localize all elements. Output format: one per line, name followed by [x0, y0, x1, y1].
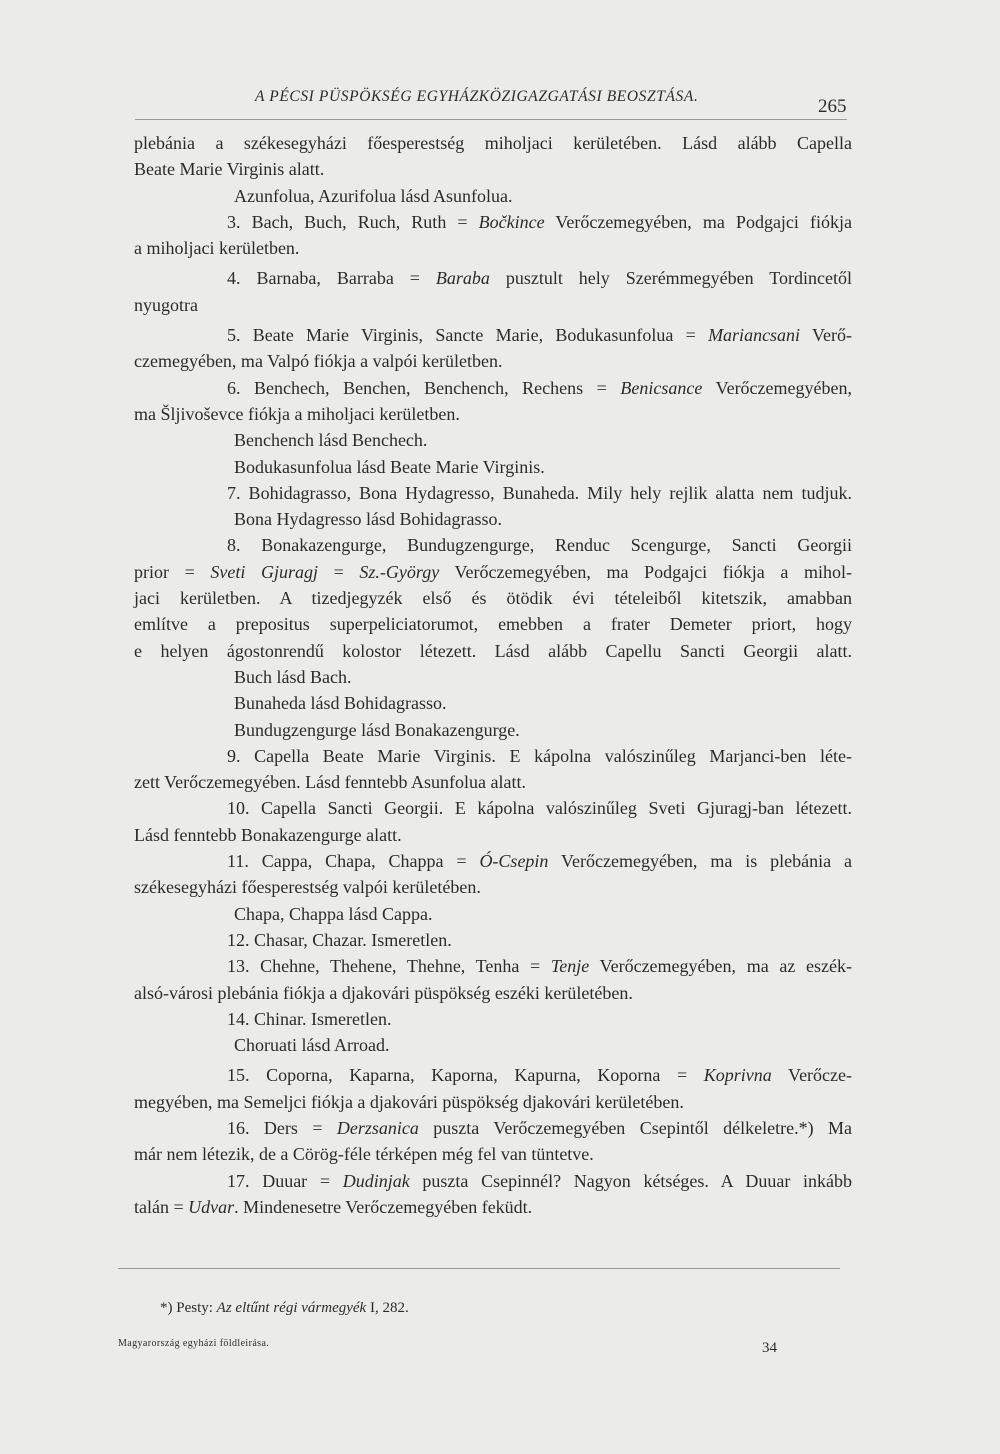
text-line: Lásd fenntebb Bonakazengurge alatt. [134, 824, 402, 845]
text-line: Bundugzengurge lásd Bonakazengurge. [234, 719, 520, 740]
text-line: 17. Duuar = Dudinjak puszta Csepinnél? Nagyon kétséges. A Duuar inkább [227, 1170, 852, 1191]
italic-place-name: Az eltűnt régi vármegyék [216, 1300, 367, 1316]
running-head: A PÉCSI PÜSPÖKSÉG EGYHÁZKÖZIGAZGATÁSI BEOSZTÁSA. [255, 88, 699, 105]
italic-place-name: Tenje [550, 956, 590, 977]
italic-place-name: Benicsance [620, 377, 703, 398]
text-line: 7. Bohidagrasso, Bona Hydagresso, Bunaheda. Mily hely rejlik alatta nem tudjuk. [227, 482, 852, 503]
text-line: 13. Chehne, Thehene, Thehne, Tenha = Tenje Verőczemegyében, ma az eszék- [227, 956, 852, 977]
italic-place-name: Sveti Gjuragj [210, 561, 318, 582]
text-line: 14. Chinar. Ismeretlen. [227, 1008, 392, 1029]
text-line: alsó-városi plebánia fiókja a djakovári püspökség eszéki kerületében. [134, 982, 633, 1003]
text-line: zett Verőczemegyében. Lásd fenntebb Asunfolua alatt. [134, 772, 527, 793]
italic-place-name: Derzsanica [336, 1117, 419, 1138]
text-line: 11. Cappa, Chapa, Chappa = Ó-Csepin Verőczemegyében, ma is plebánia a [227, 851, 852, 872]
text-line: plebánia a székesegyházi főesperestség miholjaci kerületében. Lásd alább Capella [134, 133, 852, 153]
signature-mark: 34 [762, 1340, 777, 1356]
italic-place-name: Koprivna [703, 1065, 772, 1086]
italic-place-name: Dudinjak [342, 1170, 410, 1191]
italic-place-name: Mariancsani [708, 325, 801, 346]
imprint: Magyarország egyházi földleirása. [118, 1338, 270, 1349]
body-text [134, 130, 852, 1220]
text-line: 8. Bonakazengurge, Bundugzengurge, Renduc Scengurge, Sancti Georgii [227, 535, 852, 556]
italic-place-name: Sz.-György [359, 561, 440, 582]
text-line: 10. Capella Sancti Georgii. E kápolna valószinűleg Sveti Gjuragj-ban létezett. [227, 798, 852, 819]
footnote: *) Pesty: Az eltűnt régi vármegyék I, 282. [160, 1300, 409, 1316]
text-line: jaci kerületben. A tizedjegyzék első és ötödik évi tételeiből kitetszik, amabban [134, 588, 852, 609]
text-line: czemegyében, ma Valpó fiókja a valpói kerületben. [134, 351, 503, 372]
text-line: Bona Hydagresso lásd Bohidagrasso. [234, 509, 502, 530]
text-line: Azunfolua, Azurifolua lásd Asunfolua. [234, 185, 513, 206]
text-line: Beate Marie Virginis alatt. [134, 159, 325, 180]
text-line: talán = Udvar. Mindenesetre Verőczemegyében feküdt. [134, 1196, 533, 1217]
text-line: 4. Barnaba, Barraba = Baraba pusztult hely Szerémmegyében Tordincetől [227, 268, 852, 289]
text-line: 15. Coporna, Kaparna, Kaporna, Kapurna, Koporna = Koprivna Verőcze- [227, 1065, 853, 1086]
text-line: Buch lásd Bach. [234, 666, 352, 687]
text-line: prior = Sveti Gjuragj = Sz.-György Verőczemegyében, ma Podgajci fiókja a mihol- [134, 561, 852, 582]
page-number: 265 [818, 96, 847, 117]
text-line: 16. Ders = Derzsanica puszta Verőczemegyében Csepintől délkeletre.*) Ma [227, 1117, 852, 1138]
text-line: megyében, ma Semeljci fiókja a djakovári püspökség djakovári kerületében. [134, 1091, 684, 1112]
text-line: már nem létezik, de a Cörög-féle térképen még fel van tüntetve. [134, 1144, 594, 1165]
italic-place-name: Baraba [435, 268, 490, 289]
italic-place-name: Bočkince [478, 211, 545, 232]
text-line: 9. Capella Beate Marie Virginis. E kápolna valószinűleg Marjanci-ben léte- [227, 745, 852, 766]
text-line: Choruati lásd Arroad. [234, 1035, 390, 1056]
text-line: a miholjaci kerületben. [134, 238, 300, 259]
text-line: ma Šljivoševce fiókja a miholjaci kerületben. [134, 403, 460, 424]
italic-place-name: Udvar [188, 1196, 235, 1217]
footnote-rule [118, 1268, 840, 1269]
text-line: Benchench lásd Benchech. [234, 430, 428, 451]
text-line: 3. Bach, Buch, Ruch, Ruth = Bočkince Verőczemegyében, ma Podgajci fiókja [227, 211, 852, 232]
header-rule [135, 119, 847, 120]
text-line: Bunaheda lásd Bohidagrasso. [234, 693, 447, 714]
text-line: nyugotra [134, 294, 198, 315]
text-line: 6. Benchech, Benchen, Benchench, Rechens = Benicsance Verőczemegyében, [227, 377, 852, 398]
text-line: 12. Chasar, Chazar. Ismeretlen. [227, 929, 452, 950]
text-line: Chapa, Chappa lásd Cappa. [234, 903, 433, 924]
text-line: 5. Beate Marie Virginis, Sancte Marie, Bodukasunfolua = Mariancsani Verő- [227, 325, 852, 346]
italic-place-name: Ó-Csepin [479, 851, 549, 872]
text-line: Bodukasunfolua lásd Beate Marie Virginis. [234, 456, 545, 477]
text-line: e helyen ágostonrendű kolostor létezett. Lásd alább Capellu Sancti Georgii alatt. [134, 640, 852, 661]
text-line: székesegyházi főesperestség valpói kerületében. [134, 877, 481, 898]
text-line: említve a prepositus superpeliciatorumot, emebben a frater Demeter priort, hogy [134, 614, 852, 635]
